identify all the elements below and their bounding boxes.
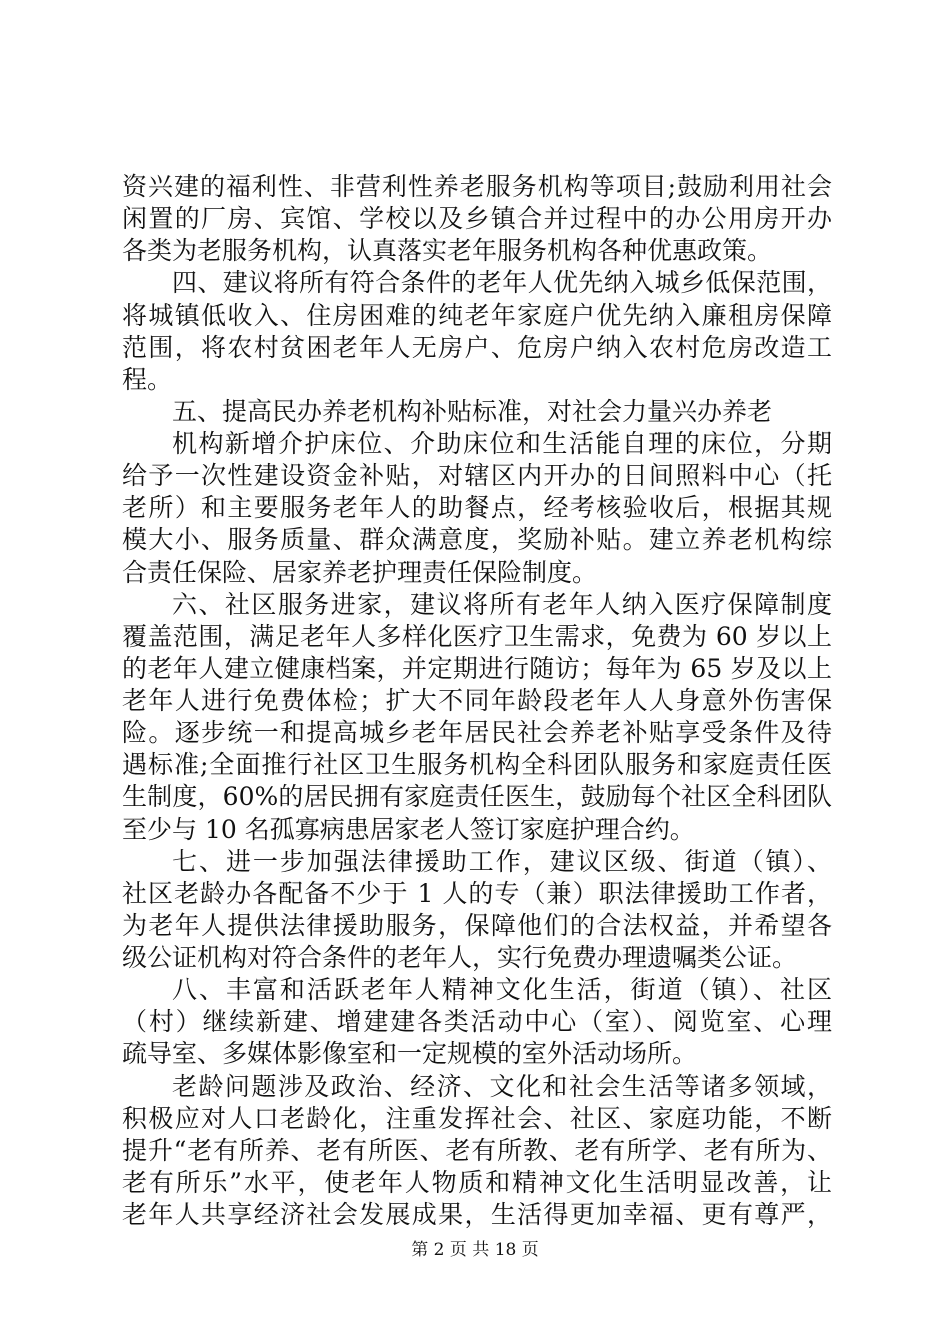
text-line: 老有所乐”水平，使老年人物质和精神文化生活明显改善，让 [122, 1168, 832, 1197]
text-line: 给予一次性建设资金补贴，对辖区内开办的日间照料中心（托 [122, 461, 832, 490]
text-line: 提升“老有所养、老有所医、老有所教、老有所学、老有所为、 [122, 1136, 832, 1165]
text-line: 积极应对人口老龄化，注重发挥社会、社区、家庭功能，不断 [122, 1104, 832, 1133]
text-line: 老所）和主要服务老年人的助餐点，经考核验收后，根据其规 [122, 493, 832, 522]
text-line: 资兴建的福利性、非营利性养老服务机构等项目;鼓励利用社会 [122, 172, 832, 201]
text-line: 的老年人建立健康档案，并定期进行随访；每年为 65 岁及以上 [122, 654, 832, 683]
text-line: 级公证机构对符合条件的老年人，实行免费办理遗嘱类公证。 [122, 943, 798, 972]
text-line: （村）继续新建、增建建各类活动中心（室）、阅览室、心理 [122, 1007, 832, 1036]
paragraph-first-line: 四、建议将所有符合条件的老年人优先纳入城乡低保范围， [172, 268, 832, 297]
text-line: 闲置的厂房、宾馆、学校以及乡镇合并过程中的办公用房开办 [122, 204, 832, 233]
text-line: 生制度，60%的居民拥有家庭责任医生，鼓励每个社区全科团队 [122, 782, 832, 811]
text-line: 将城镇低收入、住房困难的纯老年家庭户优先纳入廉租房保障 [122, 301, 832, 330]
text-line: 合责任保险、居家养老护理责任保险制度。 [122, 558, 598, 587]
text-line: 老年人进行免费体检；扩大不同年龄段老年人人身意外伤害保 [122, 686, 832, 715]
paragraph-first-line: 八、丰富和活跃老年人精神文化生活，街道（镇）、社区 [172, 975, 832, 1004]
text-line: 机构新增介护床位、介助床位和生活能自理的床位，分期 [172, 429, 832, 458]
text-line: 遇标准;全面推行社区卫生服务机构全科团队服务和家庭责任医 [122, 750, 832, 779]
text-line: 至少与 10 名孤寡病患居家老人签订家庭护理合约。 [122, 815, 695, 844]
text-line: 范围，将农村贫困老年人无房户、危房户纳入农村危房改造工 [122, 333, 832, 362]
text-line: 老年人共享经济社会发展成果，生活得更加幸福、更有尊严， [122, 1200, 832, 1229]
text-line: 覆盖范围，满足老年人多样化医疗卫生需求，免费为 60 岁以上 [122, 622, 832, 651]
text-line: 程。 [122, 365, 173, 394]
page-footer: 第 2 页 共 18 页 [411, 1240, 539, 1260]
paragraph-first-line: 七、进一步加强法律援助工作，建议区级、街道（镇）、 [172, 847, 832, 876]
text-line: 险。逐步统一和提高城乡老年居民社会养老补贴享受条件及待 [122, 718, 832, 747]
text-line: 为老年人提供法律援助服务，保障他们的合法权益，并希望各 [122, 911, 832, 940]
paragraph-first-line: 六、社区服务进家，建议将所有老年人纳入医疗保障制度 [172, 590, 832, 619]
paragraph-first-line: 五、提高民办养老机构补贴标准，对社会力量兴办养老 [172, 397, 773, 426]
text-line: 社区老龄办各配备不少于 1 人的专（兼）职法律援助工作者， [122, 879, 832, 908]
text-line: 各类为老服务机构，认真落实老年服务机构各种优惠政策。 [122, 236, 773, 265]
text-line: 疏导室、多媒体影像室和一定规模的室外活动场所。 [122, 1039, 698, 1068]
paragraph-first-line: 老龄问题涉及政治、经济、文化和社会生活等诸多领域， [172, 1072, 832, 1101]
text-line: 模大小、服务质量、群众满意度，奖励补贴。建立养老机构综 [122, 525, 832, 554]
